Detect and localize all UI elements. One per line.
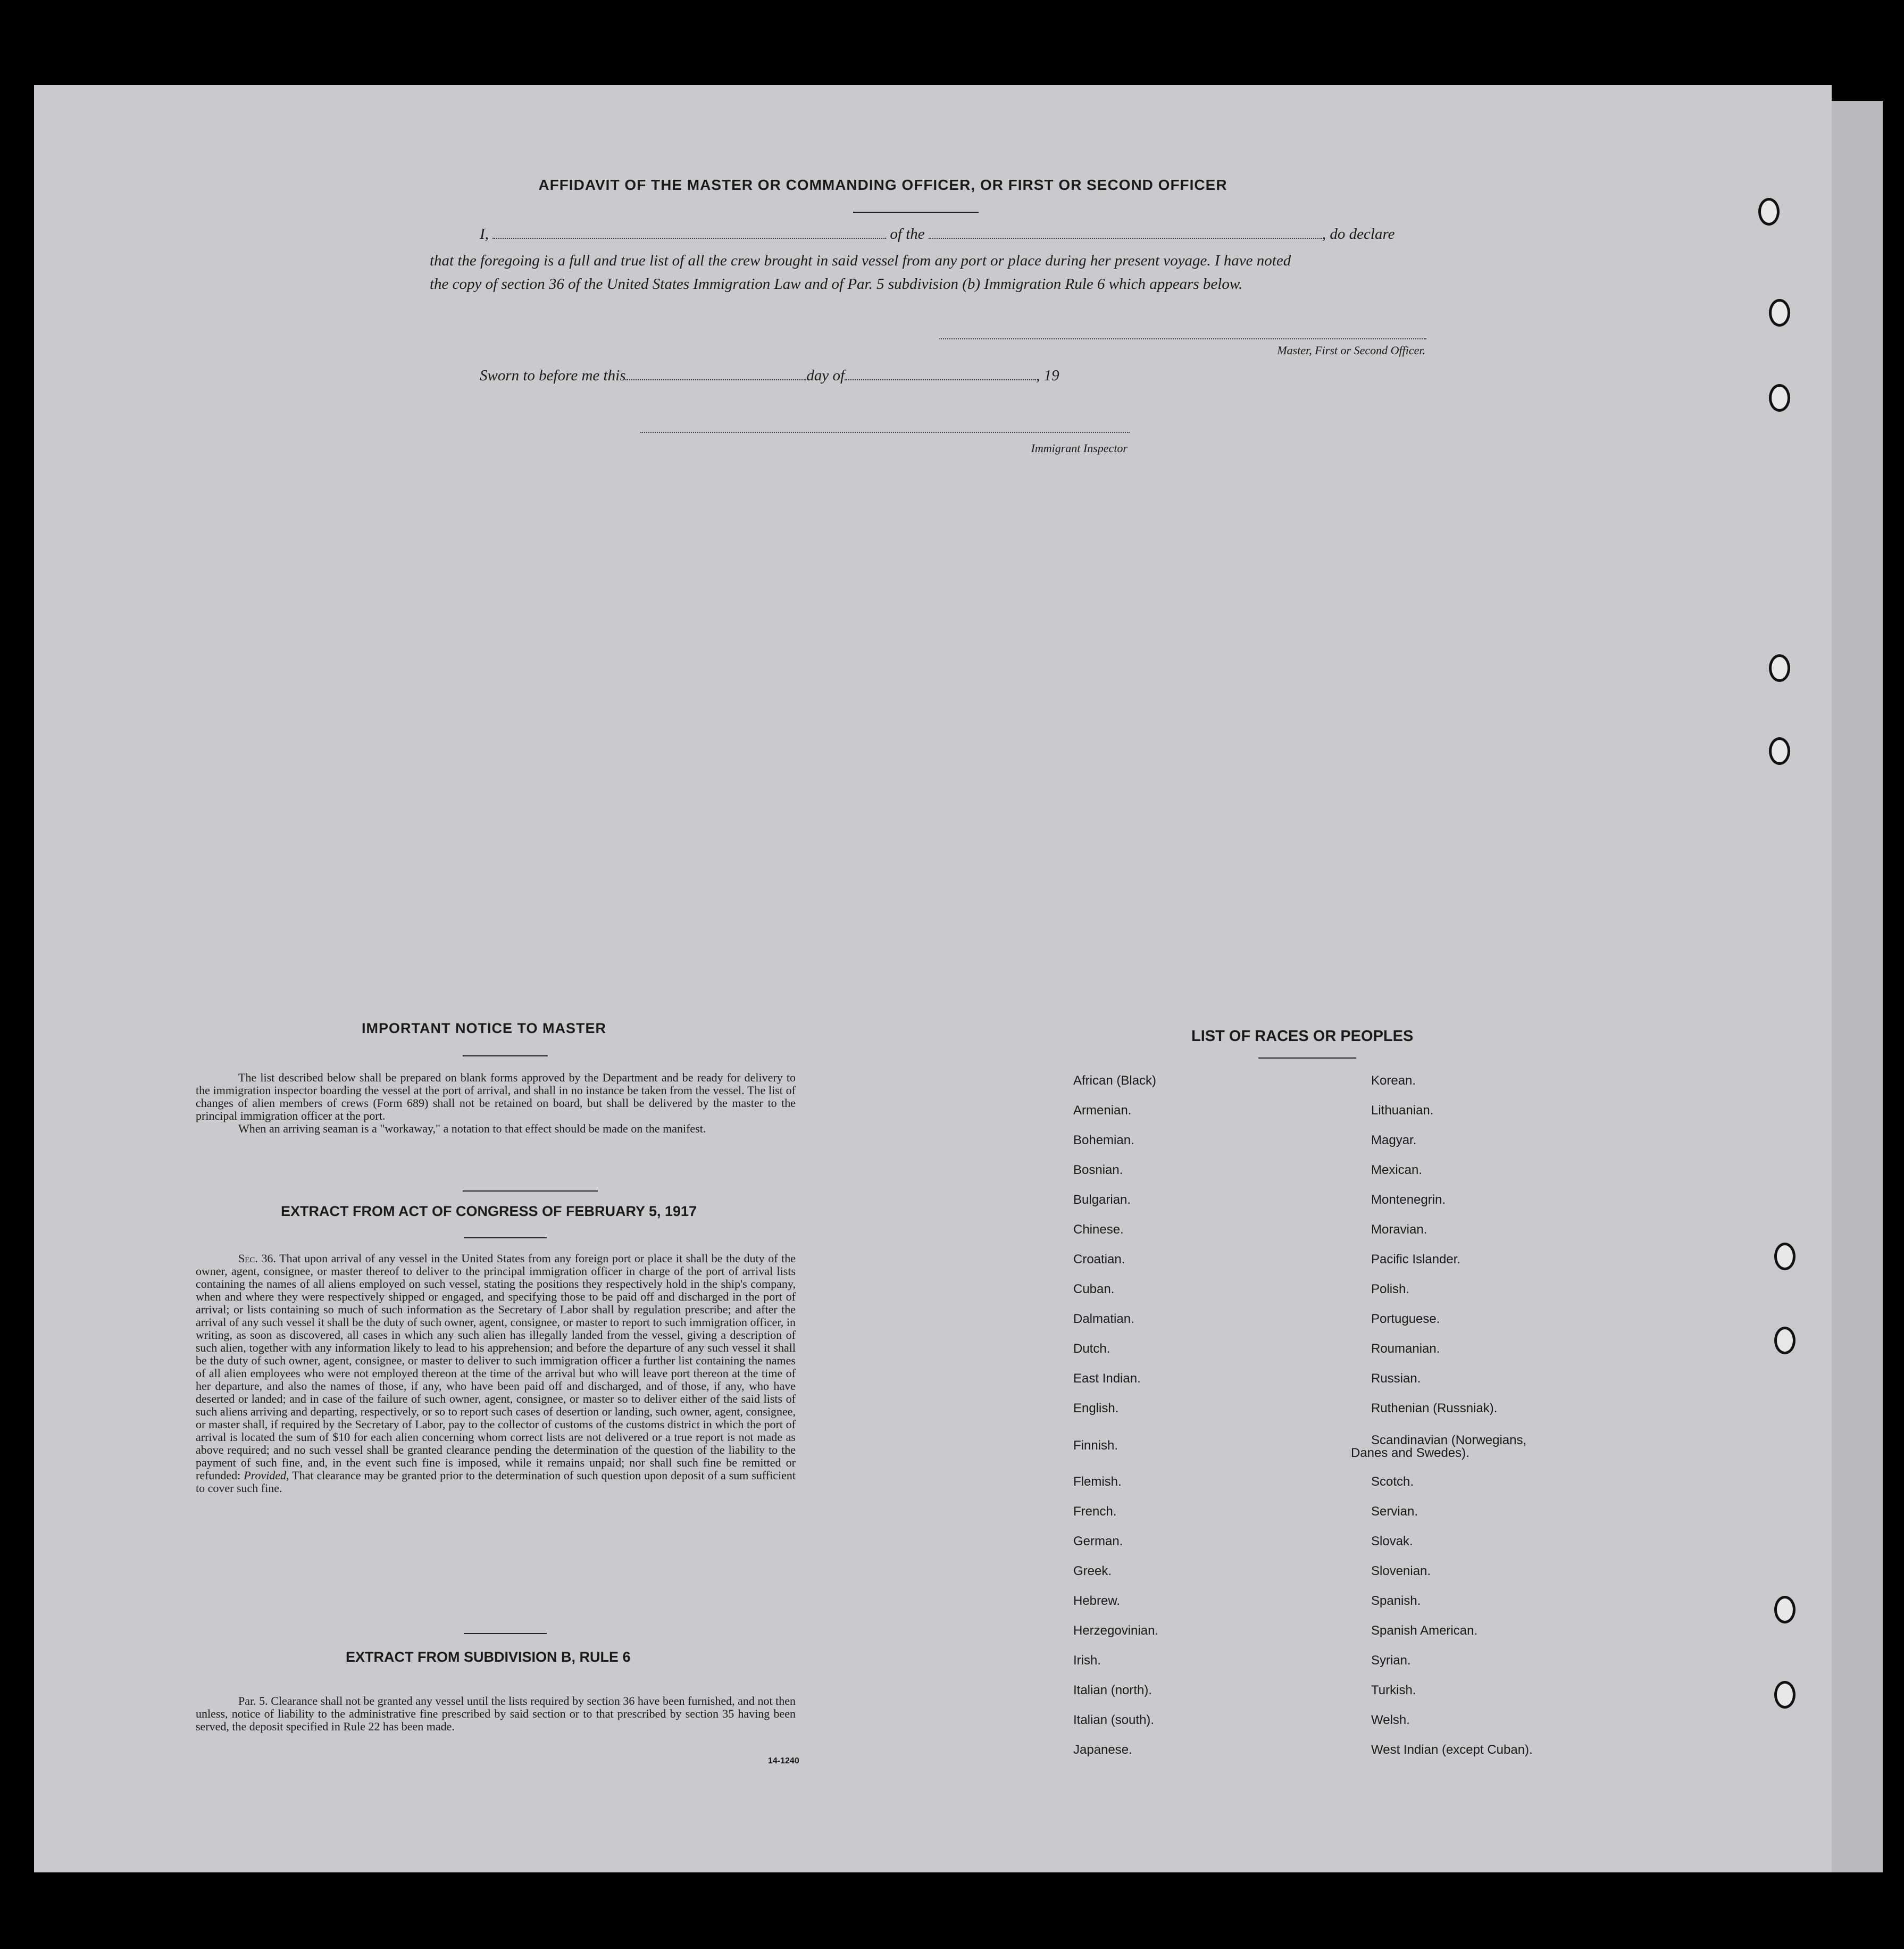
affidavit-title: AFFIDAVIT OF THE MASTER OR COMMANDING OFFICER, OR FIRST OR SECOND OFFICER	[538, 177, 1227, 193]
race-entry: Greek.	[1073, 1564, 1112, 1578]
race-entry: Italian (south).	[1073, 1713, 1155, 1727]
race-entry: Korean.	[1371, 1073, 1416, 1088]
binder-hole	[1758, 198, 1780, 226]
notice-rule	[463, 1055, 548, 1056]
section-text: That upon arrival of any vessel in the United States from any foreign port or place it shall be the duty of the owner, agent, consignee, or master thereof to deliver to the principal immigration officer in charge of the port of arrival lists containing the names of all aliens employed on such vessel, stating the positions they respectively hold in the ship's company, when and where they were respectively shipped or engaged, and specifying those to be paid off and discharged in the port of arrival; or lists containing so much of such information as the Secretary of Labor shall by regulation prescribe; and after the arrival of any such vessel it shall be the duty of such owner, agent, consignee, or master to report to such immigration officer, in writing, as soon as discovered, all cases in which any such alien has illegally landed from the vessel, giving a description of such alien, together with any information likely to lead to his apprehension; and before the departure of any such vessel it shall be the duty of such owner, agent, consignee, or master to deliver to such immigration officer a further list containing the names of all alien employees who were not employed thereon at the time of the arrival but who will leave port thereon at the time of her departure, and also the names of those, if any, who have been paid off and discharged, and of those, if any, who have deserted or landed; and in case of the failure of such owner, agent, consignee, or master so to deliver either of the said lists of such aliens arriving and departing, respectively, or so to report such cases of desertion or landing, such owner, agent, consignee, or master shall, if required by the Secretary of Labor, pay to the collector of customs of the customs district in which the port of arrival is located the sum of $10 for each alien concerning whom correct lists are not delivered or a true report is not made as above required; and no such vessel shall be granted clearance pending the determination of the question of the liability to the payment of such fine, and, in the event such fine is imposed, while it remains unpaid; nor shall such fine be remitted or refunded:	[196, 1252, 796, 1482]
race-entry: Armenian.	[1073, 1103, 1132, 1118]
sworn-day-of: day of	[806, 367, 845, 384]
race-entry: Welsh.	[1371, 1713, 1410, 1727]
declare-label: , do declare	[1322, 226, 1395, 243]
declaration-text-line3: the copy of section 36 of the United States Immigration Law and of Par. 5 subdivision (b) Immigration Rule 6 which appears below.	[430, 276, 1243, 293]
race-entry: African (Black)	[1073, 1073, 1157, 1088]
race-entry: Montenegrin.	[1371, 1193, 1446, 1207]
vessel-name-field[interactable]	[929, 236, 1322, 239]
race-entry: Syrian.	[1371, 1653, 1411, 1668]
race-entry: Russian.	[1371, 1371, 1421, 1386]
declaration-text-line2: that the foregoing is a full and true list of all the crew brought in said vessel from any port or place during her present voyage. I have noted	[430, 252, 1291, 269]
declarant-name-field[interactable]	[492, 236, 886, 239]
notice-title: IMPORTANT NOTICE TO MASTER	[362, 1020, 606, 1036]
race-entry: Croatian.	[1073, 1252, 1125, 1267]
race-entry: Scotch.	[1371, 1475, 1414, 1489]
race-entry: Finnish.	[1073, 1438, 1118, 1453]
inspector-label: Immigrant Inspector	[1031, 442, 1128, 455]
race-entry: Flemish.	[1073, 1475, 1122, 1489]
document-sheet	[34, 85, 1832, 1872]
extract-rule-title: EXTRACT FROM SUBDIVISION B, RULE 6	[346, 1649, 631, 1665]
race-entry: Magyar.	[1371, 1133, 1417, 1147]
race-entry: Servian.	[1371, 1504, 1418, 1519]
race-entry: Spanish.	[1371, 1594, 1421, 1608]
race-entry: Bulgarian.	[1073, 1193, 1131, 1207]
race-entry: English.	[1073, 1401, 1119, 1415]
master-signature-label: Master, First or Second Officer.	[1277, 344, 1425, 357]
binder-hole	[1769, 737, 1790, 765]
race-entry: East Indian.	[1073, 1371, 1141, 1386]
race-entry: Japanese.	[1073, 1743, 1132, 1757]
race-entry: Polish.	[1371, 1282, 1410, 1296]
binder-hole	[1774, 1681, 1796, 1709]
sworn-line	[480, 367, 1171, 385]
race-entry: Moravian.	[1371, 1222, 1427, 1237]
race-entry: West Indian (except Cuban).	[1371, 1743, 1533, 1757]
race-entry: Lithuanian.	[1371, 1103, 1434, 1118]
race-entry: Herzegovinian.	[1073, 1623, 1159, 1638]
race-entry: Irish.	[1073, 1653, 1101, 1668]
race-entry: Chinese.	[1073, 1222, 1124, 1237]
races-title: LIST OF RACES OR PEOPLES	[1191, 1028, 1414, 1045]
sworn-day-field[interactable]	[625, 377, 806, 380]
race-entry: Spanish American.	[1371, 1623, 1478, 1638]
declarant-label: I,	[480, 226, 489, 243]
notice-paragraph: When an arriving seaman is a "workaway," a notation to that effect should be made on the manifest.	[238, 1122, 706, 1135]
race-entry: Dalmatian.	[1073, 1312, 1134, 1326]
declaration-line	[480, 226, 1426, 243]
rule-paragraph: Par. 5. Clearance shall not be granted any vessel until the lists required by section 36 have been furnished, and not then unless, notice of liability to the administrative fine prescribed by said section or to that prescribed by section 35 having been served, the deposit specified in Rule 22 has been made.	[196, 1694, 796, 1733]
races-rule	[1258, 1057, 1356, 1059]
race-entry: Hebrew.	[1073, 1594, 1121, 1608]
race-entry: Slovenian.	[1371, 1564, 1431, 1578]
extract-act-title: EXTRACT FROM ACT OF CONGRESS OF FEBRUARY 5, 1917	[281, 1203, 697, 1219]
section-rule	[464, 1633, 547, 1634]
race-entry: Ruthenian (Russniak).	[1371, 1401, 1498, 1415]
race-entry: Cuban.	[1073, 1282, 1115, 1296]
section-rule	[463, 1190, 598, 1192]
race-entry: Portuguese.	[1371, 1312, 1440, 1326]
race-entry: Dutch.	[1073, 1342, 1110, 1356]
race-entry: German.	[1073, 1534, 1123, 1548]
vessel-label: of the	[890, 226, 925, 243]
section-label: Sec. 36.	[238, 1252, 276, 1265]
form-number: 14-1240	[768, 1756, 799, 1765]
race-entry: Roumanian.	[1371, 1342, 1440, 1356]
notice-paragraph: The list described below shall be prepared on blank forms approved by the Department and be ready for delivery to the immigration inspector boarding the vessel at the port of arrival, and shall in no instance be taken from the vessel. The list of changes of alien members of crews (Form 689) shall not be retained on board, but shall be delivered by the master to the principal immigration officer at the port.	[196, 1071, 796, 1122]
race-entry: Turkish.	[1371, 1683, 1416, 1697]
binder-hole	[1769, 654, 1790, 682]
binder-hole	[1769, 384, 1790, 412]
page-edge	[1832, 101, 1883, 1872]
race-entry: French.	[1073, 1504, 1117, 1519]
binder-hole	[1769, 299, 1790, 327]
binder-hole	[1774, 1243, 1796, 1270]
race-entry: Mexican.	[1371, 1163, 1423, 1177]
sworn-year: , 19	[1036, 367, 1059, 384]
race-entry: Slovak.	[1371, 1534, 1413, 1548]
sworn-month-field[interactable]	[845, 377, 1036, 380]
provided-label: Provided,	[244, 1469, 289, 1482]
race-entry: Bosnian.	[1073, 1163, 1123, 1177]
extract-rule-text	[196, 1695, 796, 1733]
sworn-prefix: Sworn to before me this	[480, 367, 626, 384]
binder-hole	[1774, 1596, 1796, 1623]
race-entry: Pacific Islander.	[1371, 1252, 1461, 1267]
race-entry: Scandinavian (Norwegians,	[1371, 1433, 1527, 1447]
section-text-end: That clearance may be granted prior to the determination of such question upon deposit of a sum sufficient to cover such fine.	[196, 1469, 796, 1495]
section-rule	[464, 1237, 547, 1238]
extract-act-text	[196, 1252, 796, 1495]
race-entry: Bohemian.	[1073, 1133, 1134, 1147]
title-rule	[853, 212, 979, 213]
master-signature-line[interactable]	[939, 338, 1426, 340]
race-entry: Italian (north).	[1073, 1683, 1153, 1697]
notice-text	[196, 1071, 796, 1135]
race-entry-continuation: Danes and Swedes).	[1351, 1446, 1469, 1460]
inspector-signature-line[interactable]	[640, 432, 1130, 434]
binder-hole	[1774, 1327, 1796, 1354]
